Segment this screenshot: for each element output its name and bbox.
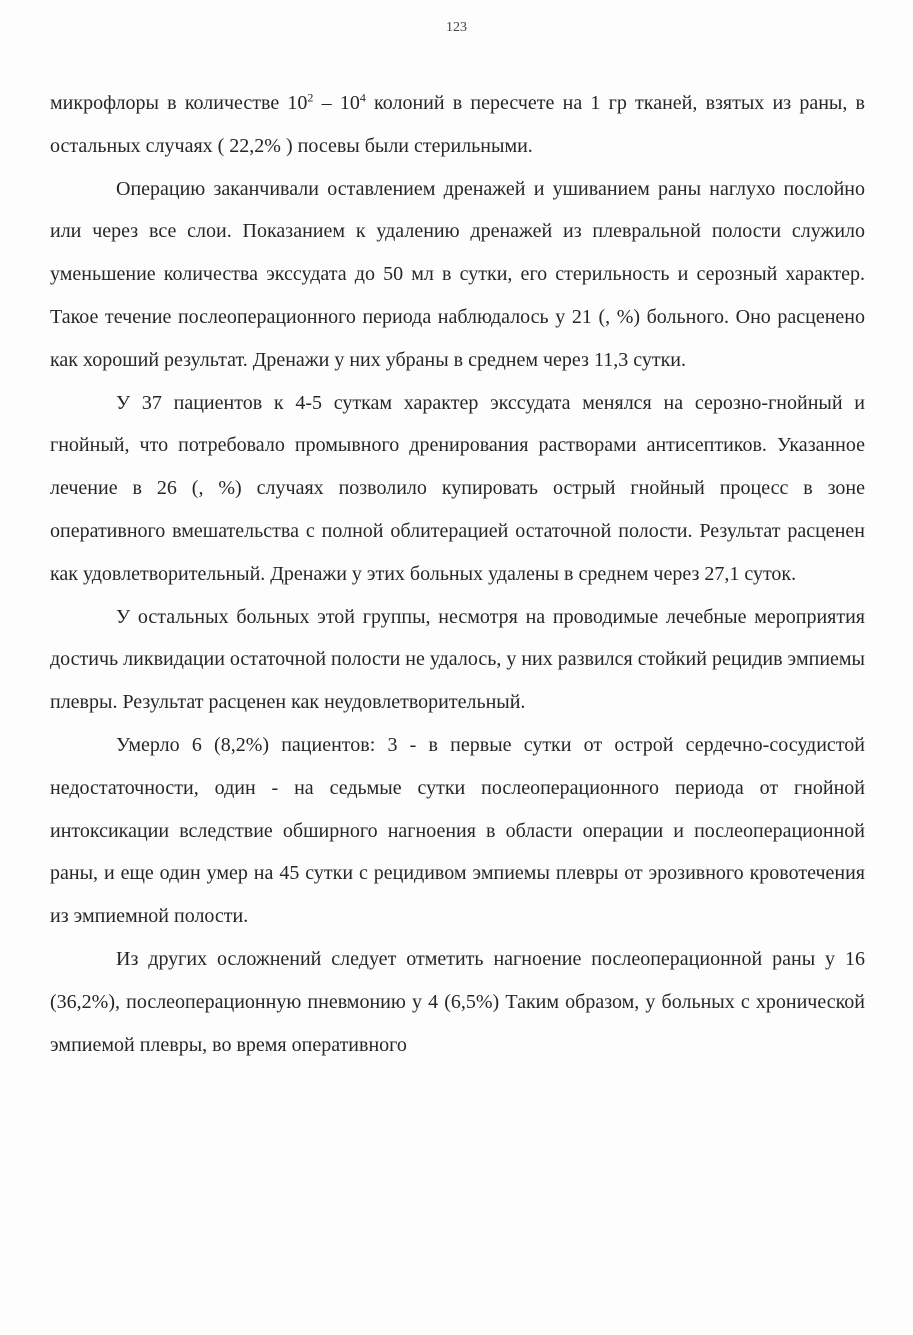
paragraph: Операцию заканчивали оставлением дренажей и ушиванием раны наглухо послойно или через все слои. Показанием к удалению дренажей из плевральной полости служило уменьшение количества экссудата до 50 мл в сутки, его стерильность и серозный характер. Такое течение послеоперационного периода наблюдалось у 21 (, %) больного. Оно расценено как хороший результат. Дренажи у них убраны в среднем через 11,3 сутки. <box>50 177 865 371</box>
body-text <box>50 82 865 1066</box>
superscript-exponent: 4 <box>359 90 366 105</box>
paragraph: У остальных больных этой группы, несмотря на проводимые лечебные мероприятия достичь ликвидации остаточной полости не удалось, у них развился стойкий рецидив эмпиемы плевры. Результат расценен как неудовлетворительный. <box>50 605 865 714</box>
paragraph-text: – 10 <box>313 92 360 114</box>
paragraph: Из других осложнений следует отметить нагноение послеоперационной раны у 16 (36,2%), послеоперационную пневмонию у 4 (6,5%) Таким образом, у больных с хронической эмпиемой плевры, во время оперативного <box>50 947 865 1056</box>
paragraph: Умерло 6 (8,2%) пациентов: 3 - в первые сутки от острой сердечно-сосудистой недостаточности, один - на седьмые сутки послеоперационного периода от гнойной интоксикации вследствие обширного нагноения в области операции и послеоперационной раны, и еще один умер на 45 сутки с рецидивом эмпиемы плевры от эрозивного кровотечения из эмпиемной полости. <box>50 733 865 928</box>
page-number: 123 <box>446 20 467 35</box>
paragraph-text: колоний в пересчете на 1 гр тканей, взятых из раны, в остальных случаях ( 22,2% ) посевы были стерильными. <box>50 92 865 157</box>
paragraph-continuation <box>50 82 865 168</box>
paragraph: У 37 пациентов к 4-5 суткам характер экссудата менялся на серозно-гнойный и гнойный, что потребовало промывного дренирования растворами антисептиков. Указанное лечение в 26 (, %) случаях позволило купировать острый гнойный процесс в зоне оперативного вмешательства с полной облитерацией остаточной полости. Результат расценен как удовлетворительный. Дренажи у этих больных удалены в среднем через 27,1 суток. <box>50 391 865 585</box>
superscript-exponent: 2 <box>307 90 314 105</box>
paragraph-text: микрофлоры в количестве 10 <box>50 92 308 114</box>
